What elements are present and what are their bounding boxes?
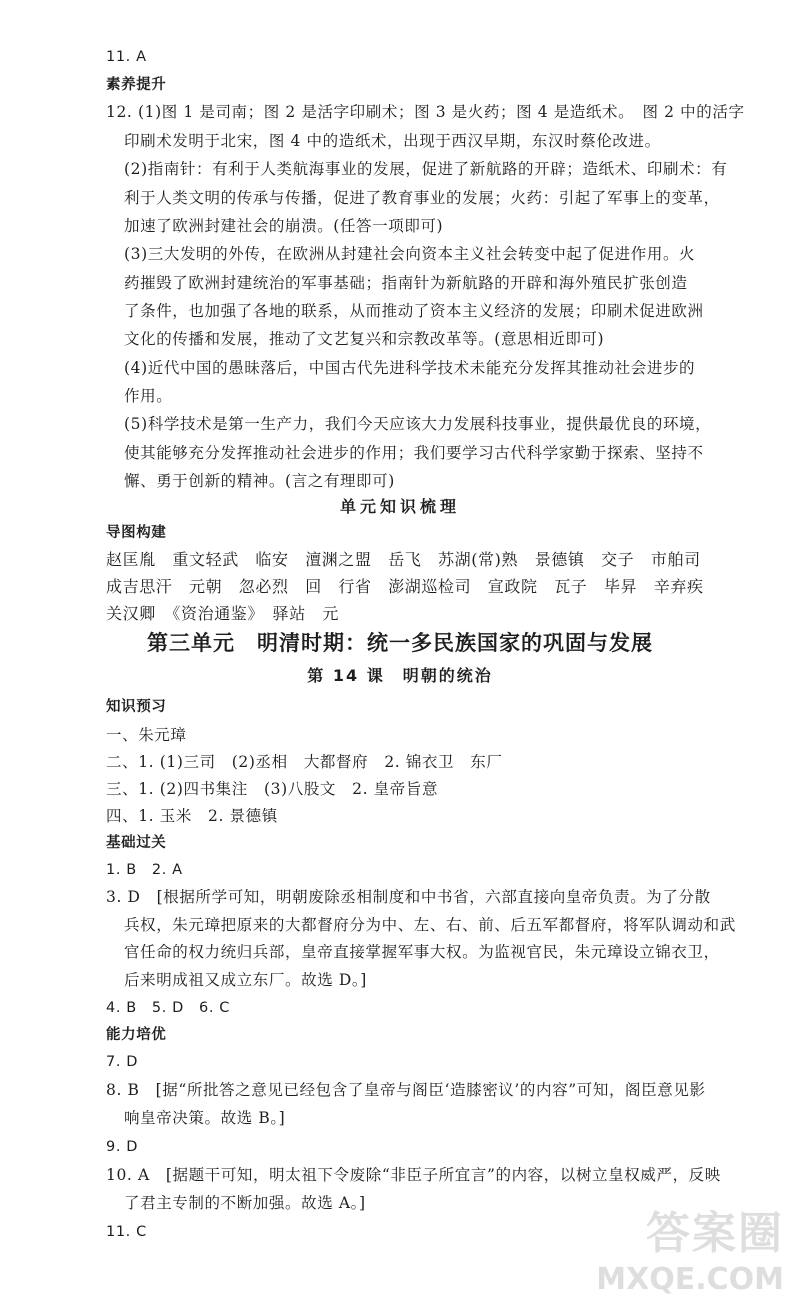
answer-12-line-7: 药摧毁了欧洲封建统治的军事基础；指南针为新航路的开辟和海外殖民扩张创造 (124, 274, 688, 292)
answer-12-line-9: 文化的传播和发展，推动了文艺复兴和宗教改革等。(意思相近即可) (124, 330, 605, 348)
answer-12-line-14: 懈、勇于创新的精神。(言之有理即可) (124, 472, 395, 490)
mindmap-terms-line-1: 赵匡胤 重文轻武 临安 澶渊之盟 岳飞 苏湖(常)熟 景德镇 交子 市舶司 (106, 550, 701, 569)
mindmap-terms-line-3: 关汉卿 《资治通鉴》 驿站 元 (106, 604, 340, 623)
answer-3-line-3: 官任命的权力统归兵部，皇帝直接掌握军事大权。为监视官民，朱元璋设立锦衣卫， (124, 943, 720, 961)
answer-12-line-11: 作用。 (124, 387, 173, 405)
answer-8-line-1: 8. B [据“所批答之意见已经包含了皇帝与阁臣‘造膝密议’的内容”可知，阁臣意见影 (106, 1081, 706, 1099)
answer-12-line-6: (3)三大发明的外传，在欧洲从封建社会向资本主义社会转变中起了促进作用。火 (124, 245, 696, 263)
section-heading-daotu: 导图构建 (106, 525, 167, 541)
answer-10-line-2: 了君主专制的不断加强。故选 A。] (124, 1194, 366, 1212)
answer-1-2: 1. B 2. A (106, 862, 183, 878)
lesson-title: 第 14 课 明朝的统治 (307, 666, 493, 685)
unit-title: 第三单元 明清时期：统一多民族国家的巩固与发展 (147, 631, 653, 655)
mindmap-terms-line-2: 成吉思汗 元朝 忽必烈 回 行省 澎湖巡检司 宣政院 瓦子 毕昇 辛弃疾 (106, 577, 704, 596)
answer-3-line-4: 后来明成祖又成立东厂。故选 D。] (124, 971, 367, 989)
preview-item-4: 四、1. 玉米 2. 景德镇 (106, 807, 278, 825)
answer-12-line-2: 印刷术发明于北宋，图 4 中的造纸术，出现于西汉早期，东汉时蔡伦改进。 (124, 132, 661, 150)
preview-item-3: 三、1. (2)四书集注 (3)八股文 2. 皇帝旨意 (106, 780, 439, 798)
answer-12-line-12: (5)科学技术是第一生产力，我们今天应该大力发展科技事业，提供最优良的环境， (124, 415, 712, 433)
answer-4-6: 4. B 5. D 6. C (106, 1000, 230, 1016)
answer-11c: 11. C (106, 1224, 147, 1240)
watermark-logo (594, 1197, 784, 1302)
preview-item-2: 二、1. (1)三司 (2)丞相 大都督府 2. 锦衣卫 东厂 (106, 753, 503, 771)
section-heading-suyang: 素养提升 (106, 77, 167, 93)
answer-12-line-10: (4)近代中国的愚昧落后，中国古代先进科学技术未能充分发挥其推动社会进步的 (124, 359, 696, 377)
answer-12-line-1: 12. (1)图 1 是司南；图 2 是活字印刷术；图 3 是火药；图 4 是造纸术。 图 2 中的活字 (106, 103, 745, 121)
unit-summary-heading: 单元知识梳理 (339, 497, 460, 516)
answer-12-line-5: 加速了欧洲封建社会的崩溃。(任答一项即可) (124, 217, 444, 235)
answer-8-line-2: 响皇帝决策。故选 B。] (124, 1109, 286, 1127)
answer-9: 9. D (106, 1139, 139, 1155)
watermark-logo-text: 答案圈 (646, 1208, 784, 1259)
section-heading-nengli: 能力培优 (106, 1027, 167, 1043)
section-heading-jichu: 基础过关 (106, 835, 167, 851)
watermark-url: MXQE.COM (596, 1262, 784, 1297)
answer-11: 11. A (106, 49, 147, 65)
answer-12-line-8: 了条件，也加强了各地的联系，从而推动了资本主义经济的发展；印刷术促进欧洲 (124, 302, 704, 320)
answer-7: 7. D (106, 1054, 139, 1070)
answer-12-line-3: (2)指南针：有利于人类航海事业的发展，促进了新航路的开辟；造纸术、印刷术：有 (124, 160, 728, 178)
preview-item-1: 一、朱元璋 (106, 726, 187, 744)
answer-12-line-13: 使其能够充分发挥推动社会进步的作用；我们要学习古代科学家勤于探索、坚持不 (124, 444, 704, 462)
answer-12-line-4: 利于人类文明的传承与传播，促进了教育事业的发展；火药：引起了军事上的变革， (124, 189, 720, 207)
answer-10-line-1: 10. A [据题干可知，明太祖下令废除“非臣子所宜言”的内容，以树立皇权威严，反映 (106, 1166, 721, 1184)
answer-3-line-2: 兵权，朱元璋把原来的大都督府分为中、左、右、前、后五军都督府，将军队调动和武 (124, 916, 736, 934)
section-heading-yuxi: 知识预习 (106, 699, 167, 715)
answer-3-line-1: 3. D [根据所学可知，明朝废除丞相制度和中书省，六部直接向皇帝负责。为了分散 (106, 888, 711, 906)
